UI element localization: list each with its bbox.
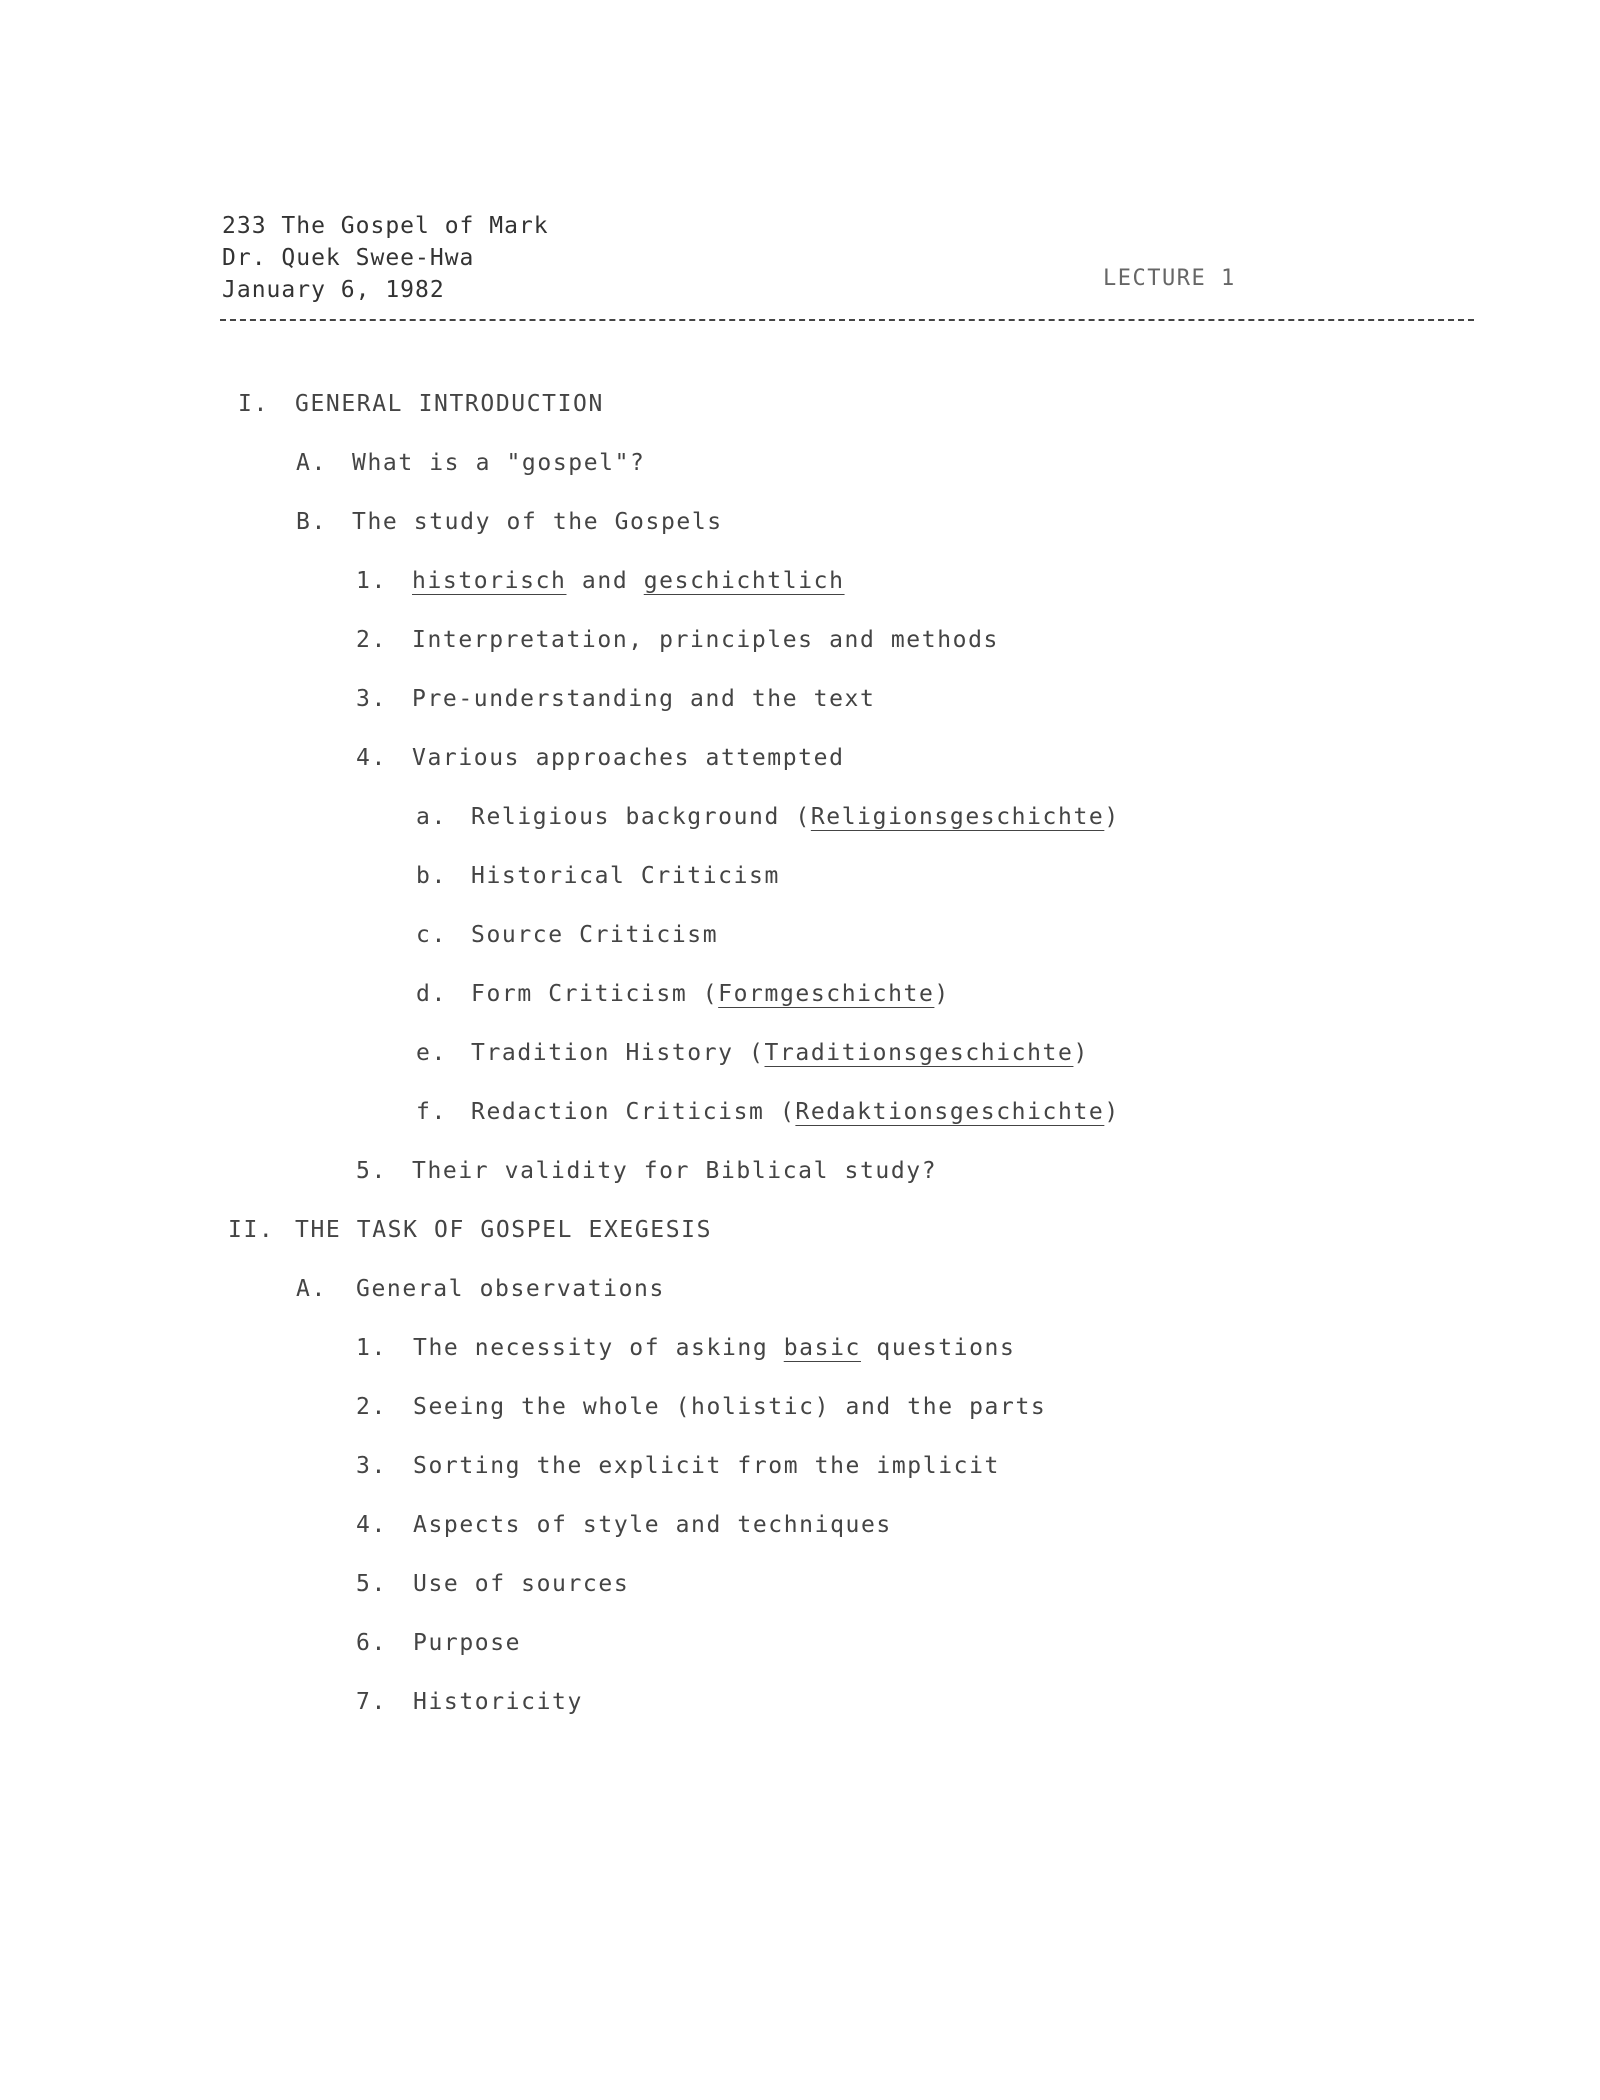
- course-title: 233 The Gospel of Mark: [222, 213, 549, 239]
- outline-text: Their validity for Biblical study?: [412, 1158, 938, 1184]
- outline-item: [356, 1511, 892, 1539]
- outline-item: [356, 567, 845, 595]
- outline-item: [416, 980, 950, 1008]
- outline-item: [356, 626, 999, 654]
- text-fragment: and: [566, 568, 644, 594]
- outline-text: [471, 803, 1120, 831]
- underlined-term: Traditionsgeschichte: [764, 1040, 1074, 1066]
- instructor-name: Dr. Quek Swee-Hwa: [222, 245, 475, 271]
- outline-number: 1.: [356, 1335, 387, 1361]
- outline-text: Interpretation, principles and methods: [412, 627, 999, 653]
- outline-text: Aspects of style and techniques: [413, 1512, 892, 1538]
- outline-text: [412, 567, 845, 595]
- outline-item: [356, 1570, 630, 1598]
- underlined-term: Religionsgeschichte: [810, 804, 1105, 830]
- outline-item: [416, 1098, 1120, 1126]
- header-divider: [220, 319, 1474, 321]
- outline-number: 3.: [356, 1453, 387, 1479]
- outline-number: 3.: [356, 686, 387, 712]
- text-fragment: The necessity of asking: [413, 1335, 784, 1361]
- section-heading: [228, 1216, 713, 1244]
- outline-number: A.: [296, 450, 327, 476]
- outline-text: [471, 1039, 1089, 1067]
- outline-text: Pre-understanding and the text: [412, 686, 876, 712]
- outline-item: [416, 862, 780, 890]
- outline-text: What is a "gospel"?: [352, 450, 646, 476]
- outline-text: Historicity: [413, 1689, 583, 1715]
- outline-text: [471, 1098, 1120, 1126]
- outline-text: General observations: [356, 1276, 665, 1302]
- outline-text: Sorting the explicit from the implicit: [413, 1453, 1000, 1479]
- outline-number: 5.: [356, 1158, 387, 1184]
- outline-item: [356, 1688, 583, 1716]
- outline-number: e.: [416, 1040, 447, 1066]
- outline-item: [356, 744, 845, 772]
- section-title: GENERAL INTRODUCTION: [295, 391, 604, 417]
- outline-number: I.: [238, 391, 269, 417]
- outline-text: Various approaches attempted: [412, 745, 845, 771]
- outline-item: [416, 1039, 1089, 1067]
- lecture-date: January 6, 1982: [222, 277, 445, 303]
- outline-item: [356, 1452, 1000, 1480]
- outline-number: B.: [296, 509, 327, 535]
- outline-number: d.: [416, 981, 447, 1007]
- outline-item: [356, 1629, 522, 1657]
- outline-item: [296, 1275, 665, 1303]
- outline-number: a.: [416, 804, 447, 830]
- outline-text: [471, 980, 950, 1008]
- underlined-term: Formgeschichte: [718, 981, 935, 1007]
- outline-text: Purpose: [413, 1630, 522, 1656]
- text-fragment: Redaction Criticism (: [471, 1099, 796, 1125]
- outline-number: A.: [296, 1276, 327, 1302]
- outline-text: Use of sources: [413, 1571, 630, 1597]
- outline-number: 2.: [356, 1394, 387, 1420]
- text-fragment: ): [934, 981, 950, 1007]
- outline-number: 4.: [356, 1512, 387, 1538]
- outline-item: [356, 1334, 1016, 1362]
- lecture-number: LECTURE 1: [1103, 266, 1236, 291]
- outline-item: [356, 1157, 938, 1185]
- outline-text: Historical Criticism: [471, 863, 780, 889]
- outline-number: 1.: [356, 568, 387, 594]
- section-title: THE TASK OF GOSPEL EXEGESIS: [295, 1217, 713, 1243]
- text-fragment: Tradition History (: [471, 1040, 765, 1066]
- underlined-term: historisch: [412, 568, 567, 594]
- text-fragment: Form Criticism (: [471, 981, 719, 1007]
- outline-number: 5.: [356, 1571, 387, 1597]
- outline-number: 2.: [356, 627, 387, 653]
- outline-item: [416, 803, 1120, 831]
- section-heading: [238, 390, 604, 418]
- underlined-term: basic: [783, 1335, 861, 1361]
- outline-item: [356, 1393, 1047, 1421]
- outline-number: II.: [228, 1217, 275, 1243]
- outline-number: 4.: [356, 745, 387, 771]
- outline-number: 6.: [356, 1630, 387, 1656]
- text-fragment: Religious background (: [471, 804, 811, 830]
- outline-number: f.: [416, 1099, 447, 1125]
- underlined-term: geschichtlich: [643, 568, 845, 594]
- outline-item: [416, 921, 719, 949]
- text-fragment: questions: [860, 1335, 1016, 1361]
- underlined-term: Redaktionsgeschichte: [795, 1099, 1105, 1125]
- text-fragment: ): [1104, 1099, 1120, 1125]
- outline-number: b.: [416, 863, 447, 889]
- text-fragment: ): [1073, 1040, 1089, 1066]
- outline-item: [296, 508, 723, 536]
- outline-item: [356, 685, 876, 713]
- document-header: [222, 210, 549, 306]
- outline-number: 7.: [356, 1689, 387, 1715]
- outline-item: [296, 449, 646, 477]
- outline-text: Source Criticism: [471, 922, 719, 948]
- outline-number: c.: [416, 922, 447, 948]
- outline-text: Seeing the whole (holistic) and the parts: [413, 1394, 1047, 1420]
- text-fragment: ): [1104, 804, 1120, 830]
- outline-text: The study of the Gospels: [352, 509, 723, 535]
- outline-text: [413, 1334, 1015, 1362]
